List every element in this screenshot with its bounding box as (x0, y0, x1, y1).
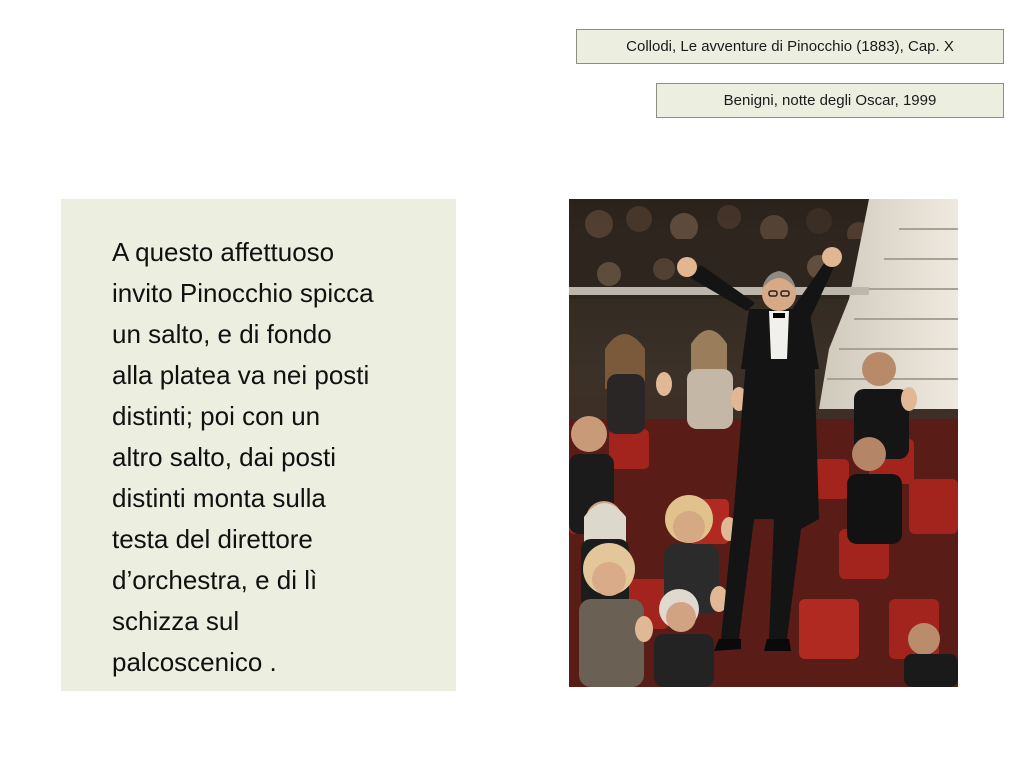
source-caption: Collodi, Le avventure di Pinocchio (1883), Cap. X (576, 29, 1004, 64)
photo-caption: Benigni, notte degli Oscar, 1999 (656, 83, 1004, 118)
oscar-photo-illustration (569, 199, 958, 687)
quote-panel (61, 199, 456, 691)
quote-text: A questo affettuoso invito Pinocchio spicca un salto, e di fondo alla platea va nei posti distinti; poi con un altro salto, dai posti distinti monta sulla testa del direttore d’orchestra, e di lì schizza sul palcoscenico . (112, 237, 374, 677)
oscar-photo (569, 199, 958, 687)
